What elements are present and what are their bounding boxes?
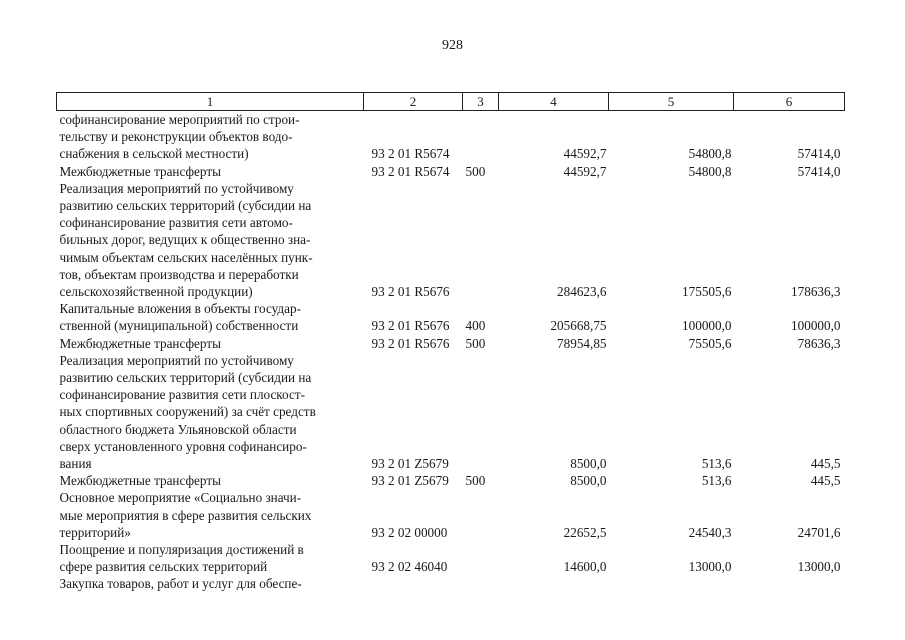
table-row (57, 472, 845, 489)
row-code: 93 2 01 R5674 (371, 146, 450, 162)
table-row (57, 335, 845, 352)
row-code: 93 2 01 R5676 (371, 318, 450, 334)
row-value-col4: 14600,0 (563, 559, 607, 575)
table-row (57, 111, 845, 163)
row-value-col6: 178636,3 (791, 284, 841, 300)
row-value-col5: 54800,8 (688, 146, 732, 162)
row-code (364, 575, 463, 592)
row-value-col4: 205668,75 (550, 318, 607, 334)
row-value-col6: 100000,0 (791, 318, 841, 334)
header-col-5: 5 (609, 93, 734, 111)
row-name-line: ных спортивных сооружений) за счёт средств (59, 404, 316, 420)
row-name (57, 163, 364, 180)
row-name-line: Межбюджетные трансферты (59, 163, 221, 179)
row-value-col6: 57414,0 (797, 163, 841, 179)
row-code: 93 2 01 R5674 (371, 163, 450, 179)
header-col-2: 2 (364, 93, 463, 111)
header-col-6: 6 (734, 93, 845, 111)
table-row (57, 352, 845, 472)
row-name (57, 111, 364, 163)
row-code: 93 2 01 Z5679 (371, 456, 449, 472)
row-value-col4: 22652,5 (563, 524, 607, 540)
row-value-col5: 75505,6 (688, 335, 732, 351)
row-name-line: софинансирование мероприятий по строи- (59, 112, 300, 127)
row-name (57, 352, 364, 472)
row-value-col4: 44592,7 (563, 146, 607, 162)
table-header (57, 93, 845, 111)
row-expense-type (463, 111, 499, 163)
row-expense-type: 500 (465, 335, 486, 351)
row-expense-type: 400 (465, 318, 486, 334)
row-name-line: Капитальные вложения в объекты государ- (59, 301, 301, 317)
table-row (57, 541, 845, 575)
row-name-line: софинансирование развития сети плоскост- (59, 387, 305, 403)
row-name-line: Реализация мероприятий по устойчивому (59, 352, 294, 368)
row-value-col6: 57414,0 (797, 146, 841, 162)
row-value-col4: 78954,85 (557, 335, 607, 351)
row-value-col4 (499, 575, 609, 592)
row-code: 93 2 02 00000 (371, 524, 448, 540)
row-name-line: тов, объектам производства и переработки (59, 266, 299, 282)
row-value-col6: 78636,3 (797, 335, 841, 351)
row-name-line: территорий» (59, 524, 131, 540)
row-code: 93 2 01 Z5679 (371, 473, 449, 489)
row-code: 93 2 02 46040 (371, 559, 448, 575)
row-value-col5: 513,6 (701, 473, 732, 489)
row-value-col4: 284623,6 (557, 284, 607, 300)
row-expense-type (463, 575, 499, 592)
row-value-col6: 445,5 (810, 473, 841, 489)
row-name-line: развитию сельских территорий (субсидии на (59, 198, 312, 214)
row-name (57, 489, 364, 541)
row-name-line: сверх установленного уровня софинансиро- (59, 438, 307, 454)
row-value-col6 (734, 575, 845, 592)
row-value-col6: 24701,6 (797, 524, 841, 540)
row-name (57, 472, 364, 489)
row-value-col5: 54800,8 (688, 163, 732, 179)
row-name (57, 300, 364, 334)
table-row (57, 180, 845, 300)
row-name-line: чимым объектам сельских населённых пунк- (59, 249, 313, 265)
row-name-line: тельству и реконструкции объектов водо- (59, 129, 293, 145)
row-value-col4: 8500,0 (570, 456, 607, 472)
header-col-3: 3 (463, 93, 499, 111)
row-name-line: снабжения в сельской местности) (59, 146, 249, 162)
table-row (57, 300, 845, 334)
row-name-line: Поощрение и популяризация достижений в (59, 542, 304, 558)
row-name-line: сфере развития сельских территорий (59, 559, 268, 575)
row-name-line: софинансирование развития сети автомо- (59, 215, 293, 231)
row-value-col5: 175505,6 (682, 284, 732, 300)
row-name-line: областного бюджета Ульяновской области (59, 421, 297, 437)
row-expense-type (463, 541, 499, 575)
row-name-line: Основное мероприятие «Социально значи- (59, 490, 302, 506)
row-expense-type (463, 180, 499, 300)
row-value-col5: 100000,0 (682, 318, 732, 334)
row-name-line: сельскохозяйственной продукции) (59, 284, 253, 300)
row-value-col5: 24540,3 (688, 524, 732, 540)
row-name-line: бильных дорог, ведущих к общественно зна- (59, 232, 311, 248)
row-name-line: Закупка товаров, работ и услуг для обеспе- (59, 576, 302, 592)
row-name (57, 335, 364, 352)
table-row (57, 575, 845, 592)
page-number: 928 (442, 38, 463, 53)
row-name-line: ственной (муниципальной) собственности (59, 318, 299, 334)
row-value-col6: 445,5 (810, 456, 841, 472)
row-expense-type (463, 489, 499, 541)
row-expense-type: 500 (465, 163, 486, 179)
row-value-col6: 13000,0 (797, 559, 841, 575)
row-name-line: мые мероприятия в сфере развития сельских (59, 507, 312, 523)
row-name-line: Реализация мероприятий по устойчивому (59, 180, 294, 196)
table-row (57, 489, 845, 541)
row-value-col4: 8500,0 (570, 473, 607, 489)
header-col-1: 1 (57, 93, 364, 111)
row-name-line: вания (59, 456, 92, 472)
row-name (57, 541, 364, 575)
row-name (57, 575, 364, 592)
row-value-col5: 513,6 (701, 456, 732, 472)
header-row (57, 93, 845, 111)
row-code: 93 2 01 R5676 (371, 284, 450, 300)
row-expense-type (463, 352, 499, 472)
row-expense-type: 500 (465, 473, 486, 489)
table-row (57, 163, 845, 180)
header-col-4: 4 (499, 93, 609, 111)
row-value-col5 (609, 575, 734, 592)
row-name-line: развитию сельских территорий (субсидии на (59, 370, 312, 386)
budget-table (56, 92, 845, 593)
table-body (57, 111, 845, 593)
row-name (57, 180, 364, 300)
row-code: 93 2 01 R5676 (371, 335, 450, 351)
row-value-col5: 13000,0 (688, 559, 732, 575)
row-name-line: Межбюджетные трансферты (59, 473, 221, 489)
row-name-line: Межбюджетные трансферты (59, 335, 221, 351)
row-value-col4: 44592,7 (563, 163, 607, 179)
